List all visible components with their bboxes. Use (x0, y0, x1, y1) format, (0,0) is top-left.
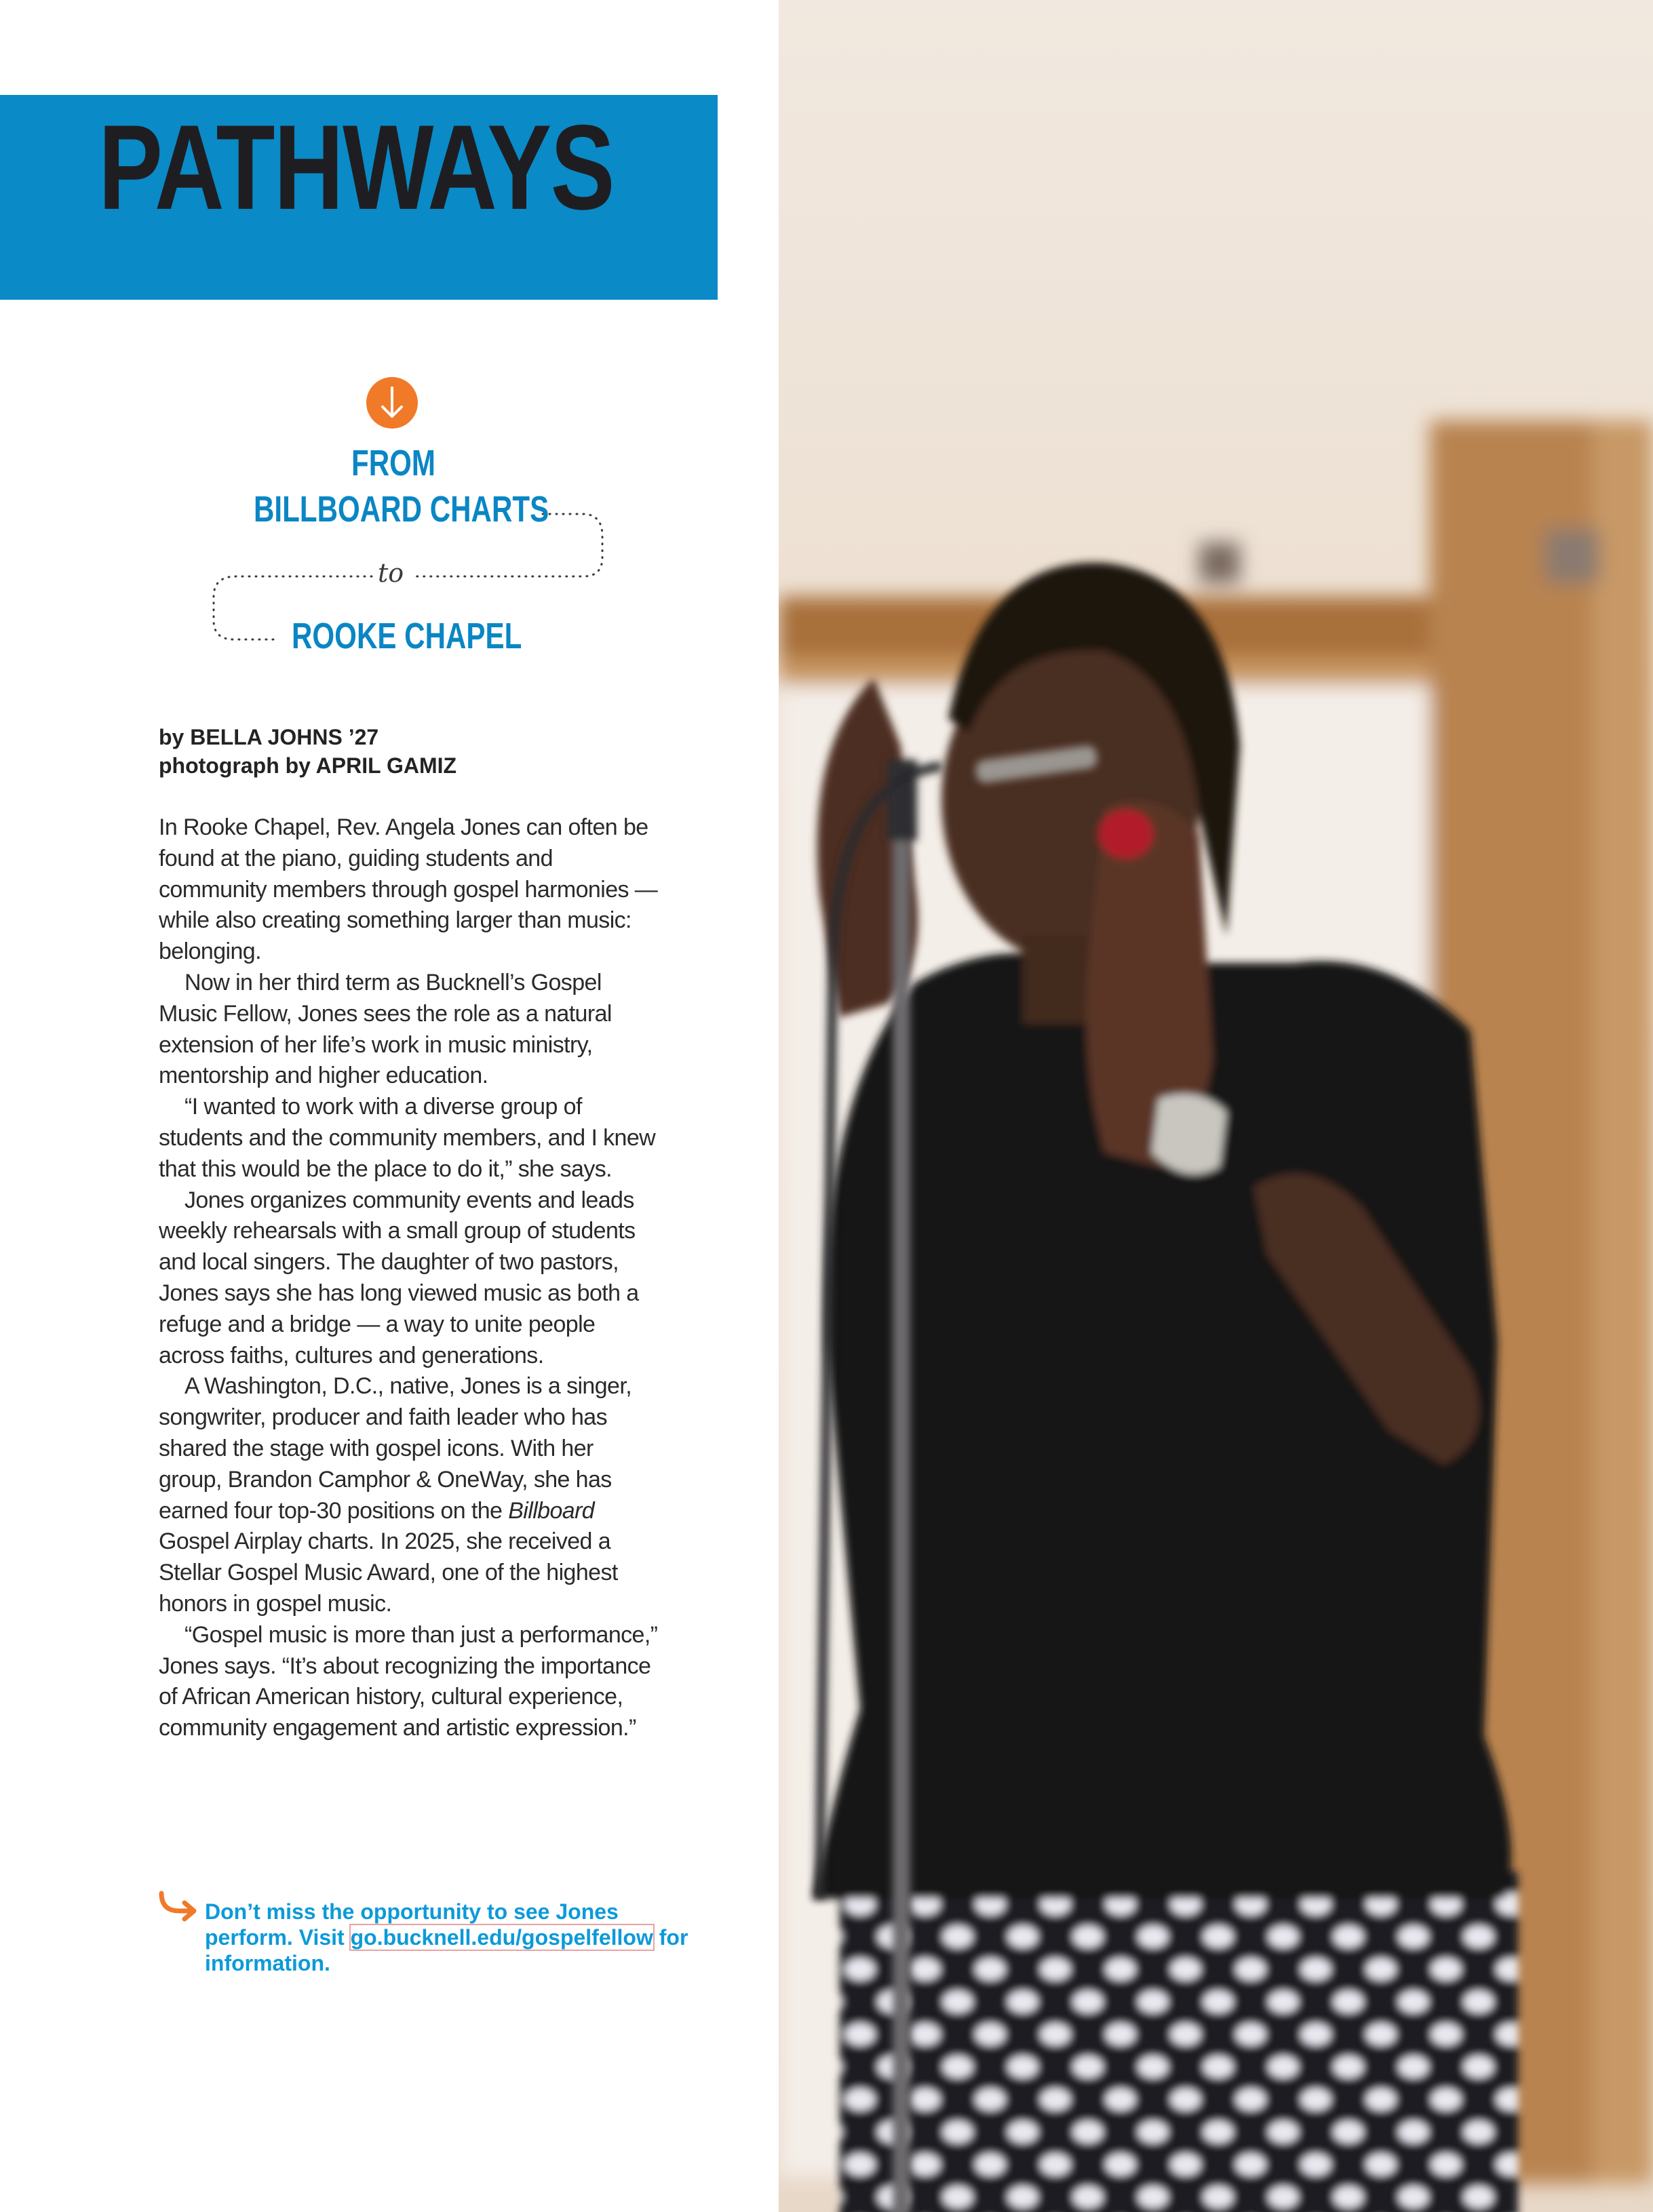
headline-to: to (378, 558, 404, 588)
paragraph: In Rooke Chapel, Rev. Angela Jones can often be found at the piano, guiding students and community members through gospel harmonies — while also creating something larger than music: belonging. (159, 814, 658, 965)
article-body (159, 812, 661, 1744)
byline-photographer: photograph by APRIL GAMIZ (159, 753, 457, 778)
cta-text: Don’t miss the opportunity to see Jones perform. Visit (205, 1899, 619, 1950)
billboard-italic: Billboard (508, 1497, 595, 1524)
byline-author: by BELLA JOHNS ’27 (159, 725, 379, 749)
call-to-action (205, 1899, 693, 1976)
paragraph: “Gospel music is more than just a performance,” Jones says. “It’s about recognizing the importance of African American history, cultural experience, community engagement and artistic expression.” (159, 1621, 658, 1741)
paragraph-text: A Washington, D.C., native, Jones is a singer, songwriter, producer and faith leader who has shared the stage with gospel icons. With her group, Brandon Camphor & OneWay, she has earned four top-30 positions on the (159, 1373, 632, 1524)
headline-billboard-charts: BILLBOARD CHARTS (254, 489, 549, 530)
gospel-fellow-link[interactable]: go.bucknell.edu/gospelfellow (350, 1925, 653, 1950)
singer-photo (779, 0, 1653, 2212)
paragraph (159, 1371, 661, 1619)
headline-from: FROM (351, 443, 435, 483)
paragraph-text: Gospel Airplay charts. In 2025, she received a Stellar Gospel Music Award, one of the highest honors in gospel music. (159, 1528, 618, 1617)
section-title: PATHWAYS (98, 100, 614, 235)
paragraph: “I wanted to work with a diverse group of students and the community members, and I knew that this would be the place to do it,” she says. (159, 1094, 656, 1182)
paragraph: Jones organizes community events and leads weekly rehearsals with a small group of students and local singers. The daughter of two pastors, Jones says she has long viewed music as both a refuge and a bridge — a way to unite people across faiths, cultures and generations. (159, 1187, 639, 1368)
headline-rooke-chapel: ROOKE CHAPEL (292, 616, 522, 656)
byline (159, 723, 701, 780)
paragraph: Now in her third term as Bucknell’s Gospel Music Fellow, Jones sees the role as a natural extension of her life’s work in music ministry, mentorship and higher education. (159, 969, 612, 1089)
cta-text: for information. (205, 1925, 688, 1975)
curved-arrow-icon (156, 1889, 199, 1923)
